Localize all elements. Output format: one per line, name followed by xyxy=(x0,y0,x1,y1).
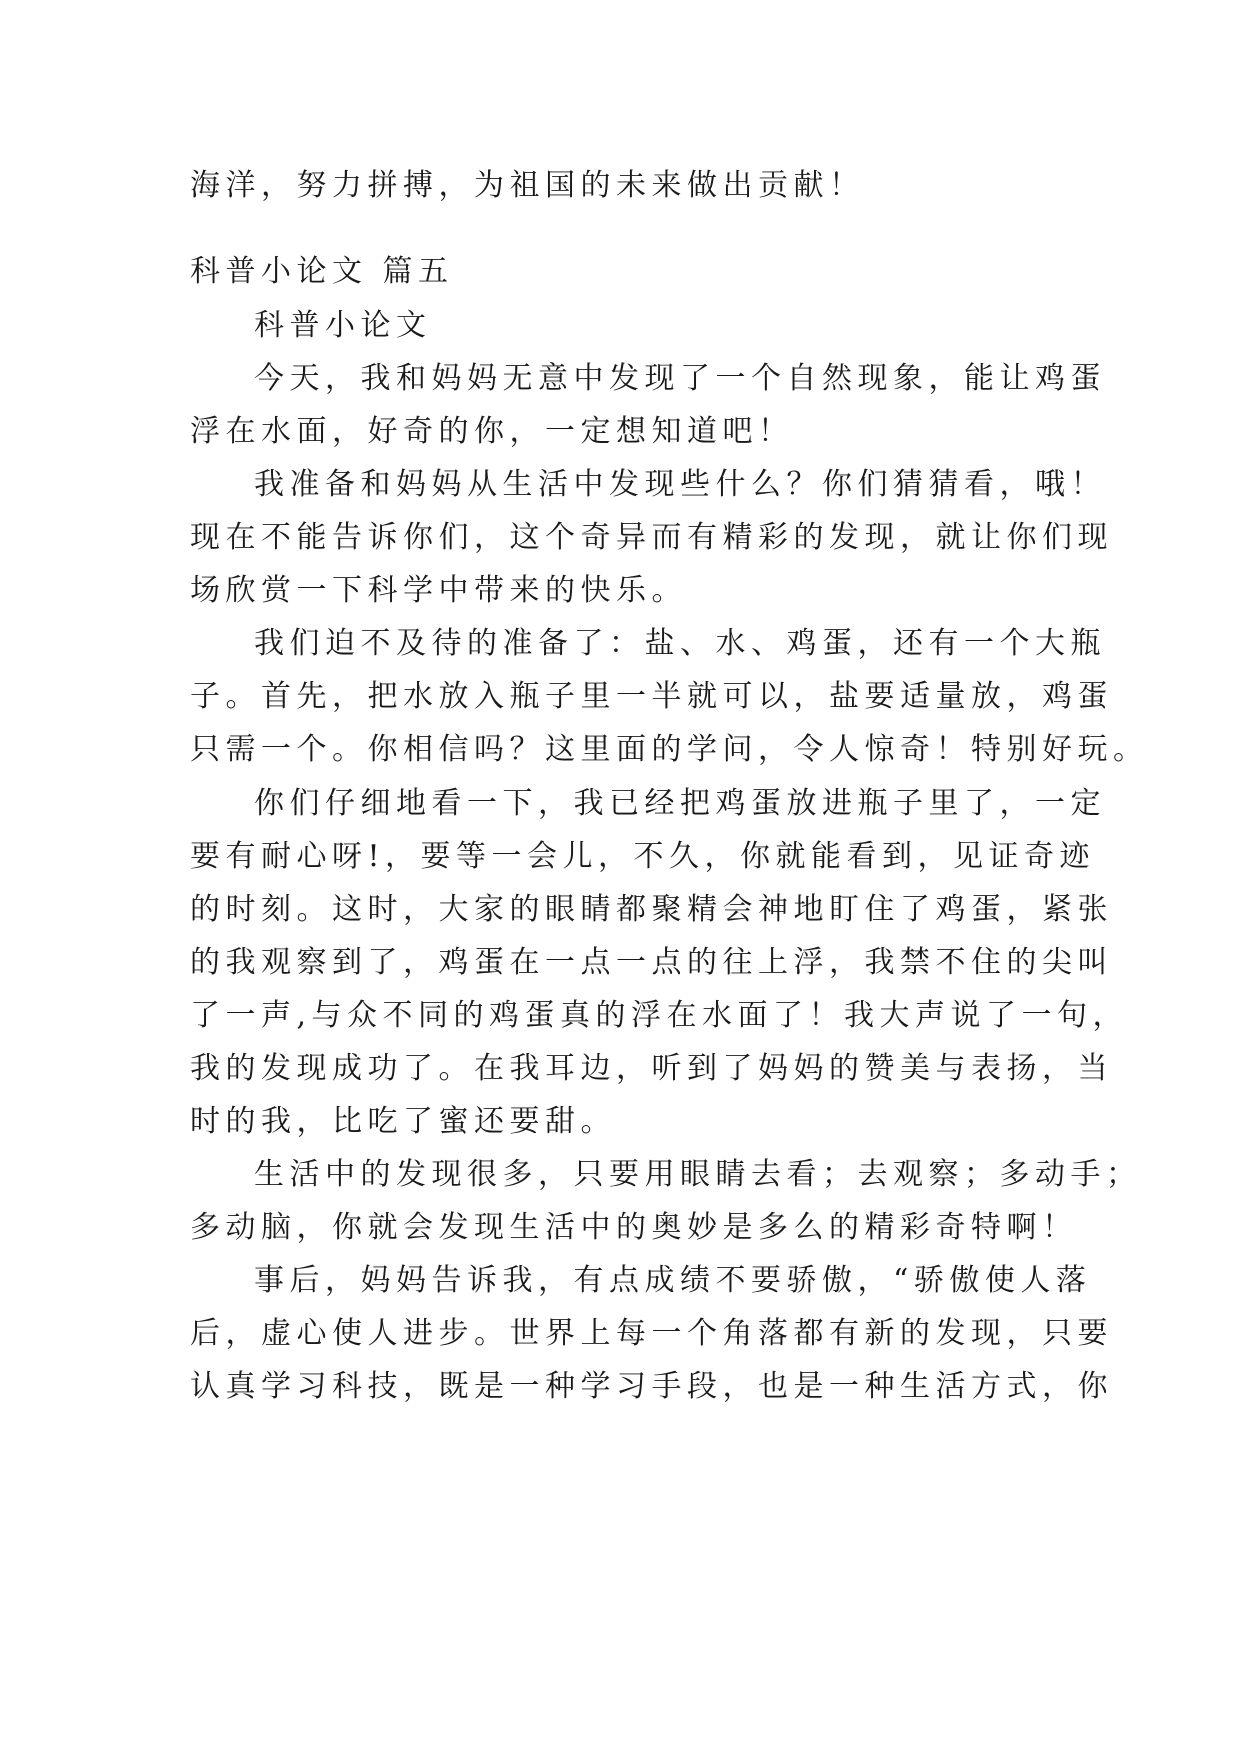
paragraph-line: 只需一个。你相信吗？这里面的学问，令人惊奇！特别好玩。 xyxy=(190,732,1149,767)
paragraph-line: 了一声,与众不同的鸡蛋真的浮在水面了！我大声说了一句， xyxy=(190,998,1129,1033)
paragraph-line: 认真学习科技，既是一种学习手段，也是一种生活方式，你 xyxy=(190,1369,1113,1404)
paragraph-line: 子。首先，把水放入瓶子里一半就可以，盐要适量放，鸡蛋 xyxy=(190,679,1113,714)
paragraph-line: 后，虚心使人进步。世界上每一个角落都有新的发现，只要 xyxy=(190,1316,1113,1351)
paragraph-line: 生活中的发现很多，只要用眼睛去看；去观察；多动手； xyxy=(254,1157,1142,1192)
article-title: 科普小论文 xyxy=(254,308,432,343)
paragraph-line: 多动脑，你就会发现生活中的奥妙是多么的精彩奇特啊！ xyxy=(190,1210,1078,1245)
text-line: 海洋，努力拼搏，为祖国的未来做出贡献！ xyxy=(190,168,865,203)
section-heading: 科普小论文 篇五 xyxy=(190,254,454,289)
paragraph-line: 今天，我和妈妈无意中发现了一个自然现象，能让鸡蛋 xyxy=(254,361,1106,396)
paragraph-line: 时的我，比吃了蜜还要甜。 xyxy=(190,1104,616,1139)
paragraph-line: 我们迫不及待的准备了：盐、水、鸡蛋，还有一个大瓶 xyxy=(254,626,1106,661)
paragraph-line: 场欣赏一下科学中带来的快乐。 xyxy=(190,573,687,608)
paragraph-line: 现在不能告诉你们，这个奇异而有精彩的发现，就让你们现 xyxy=(190,520,1113,555)
paragraph-line: 你们仔细地看一下，我已经把鸡蛋放进瓶子里了，一定 xyxy=(254,786,1106,821)
paragraph-line: 要有耐心呀!，要等一会儿，不久，你就能看到，见证奇迹 xyxy=(190,839,1096,874)
paragraph-line: 的时刻。这时，大家的眼睛都聚精会神地盯住了鸡蛋，紧张 xyxy=(190,892,1113,927)
paragraph-line: 我准备和妈妈从生活中发现些什么？你们猜猜看，哦！ xyxy=(254,467,1106,502)
paragraph-line: 浮在水面，好奇的你，一定想知道吧！ xyxy=(190,414,794,449)
paragraph-line: 我的发现成功了。在我耳边，听到了妈妈的赞美与表扬，当 xyxy=(190,1051,1113,1086)
paragraph-line: 的我观察到了，鸡蛋在一点一点的往上浮，我禁不住的尖叫 xyxy=(190,945,1113,980)
paragraph-line: 事后，妈妈告诉我，有点成绩不要骄傲，“骄傲使人落 xyxy=(254,1263,1092,1298)
